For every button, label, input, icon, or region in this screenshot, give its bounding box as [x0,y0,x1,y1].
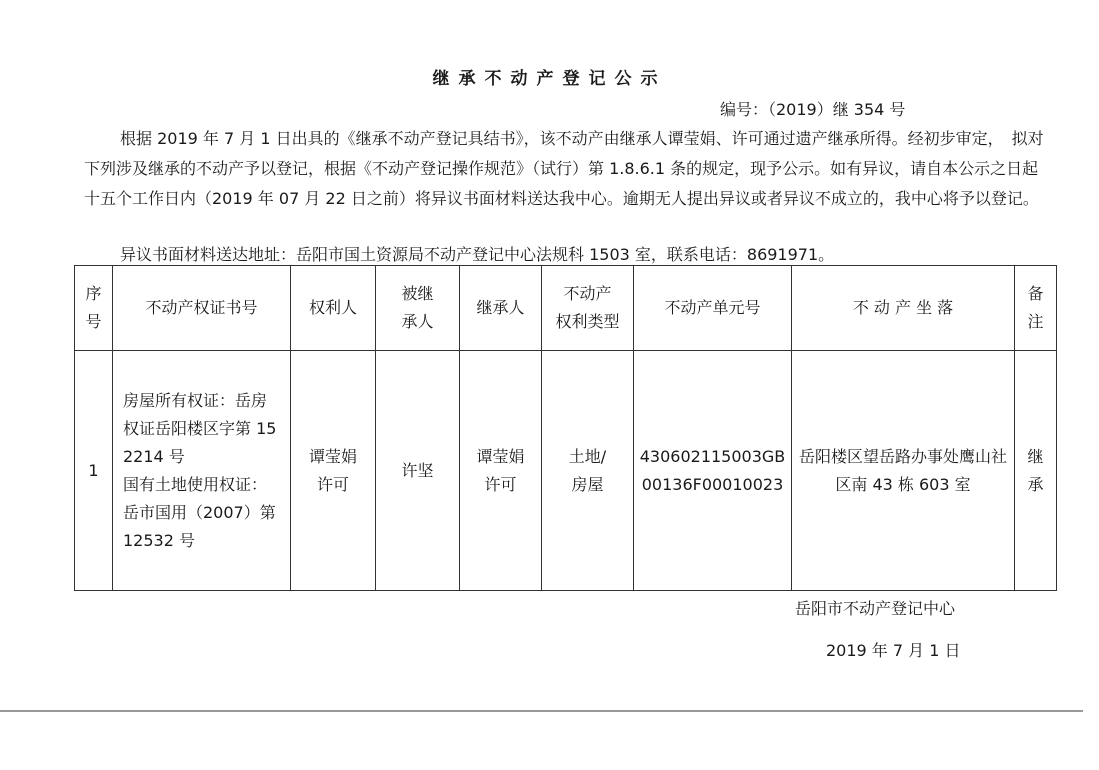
cell-seq: 1 [75,351,113,591]
cell-right-type: 土地/ 房屋 [542,351,634,591]
page-divider [0,710,1083,712]
header-heir: 继承人 [460,266,542,351]
cell-unit-no: 430602115003GB00136F00010023 [634,351,792,591]
header-seq: 序 号 [75,266,113,351]
header-holder: 权利人 [291,266,376,351]
header-unit-no: 不动产单元号 [634,266,792,351]
cell-deceased: 许坚 [376,351,460,591]
issue-date: 2019 年 7 月 1 日 [826,641,961,660]
document-number: 编号：（2019）继 354 号 [720,100,906,119]
table-row [75,351,1057,591]
objection-address: 异议书面材料送达地址：岳阳市国土资源局不动产登记中心法规科 1503 室，联系电话：8691971。 [120,245,835,264]
notice-body [84,124,1044,214]
notice-paragraph: 根据 2019 年 7 月 1 日出具的《继承不动产登记具结书》，该不动产由继承人谭莹娟、许可通过遗产继承所得。经初步审定， 拟对下列涉及继承的不动产予以登记，根据《不动产登记操作规范》（试行）第 1.8.6.1 条的规定，现予公示。如有异议，请自本公示之日起十五个工作日内（2019 年 07 月 22 日之前）将异议书面材料送达我中心。逾期无人提出异议或者异议不成立的，我中心将予以登记。 [84,129,1044,208]
issuer-name: 岳阳市不动产登记中心 [795,599,956,618]
cell-cert-no: 房屋所有权证：岳房权证岳阳楼区字第 152214 号 国有土地使用权证：岳市国用（2007）第 12532 号 [113,351,291,591]
cell-remark: 继 承 [1015,351,1057,591]
cell-location: 岳阳楼区望岳路办事处鹰山社区南 43 栋 603 室 [792,351,1015,591]
header-remark: 备 注 [1015,266,1057,351]
property-table [74,265,1057,591]
cell-holder: 谭莹娟 许可 [291,351,376,591]
header-cert-no: 不动产权证书号 [113,266,291,351]
header-deceased: 被继 承人 [376,266,460,351]
cell-heir: 谭莹娟 许可 [460,351,542,591]
header-location: 不 动 产 坐 落 [792,266,1015,351]
page-title: 继承不动产登记公示 [432,69,667,89]
table-header-row [75,266,1057,351]
header-right-type: 不动产 权利类型 [542,266,634,351]
